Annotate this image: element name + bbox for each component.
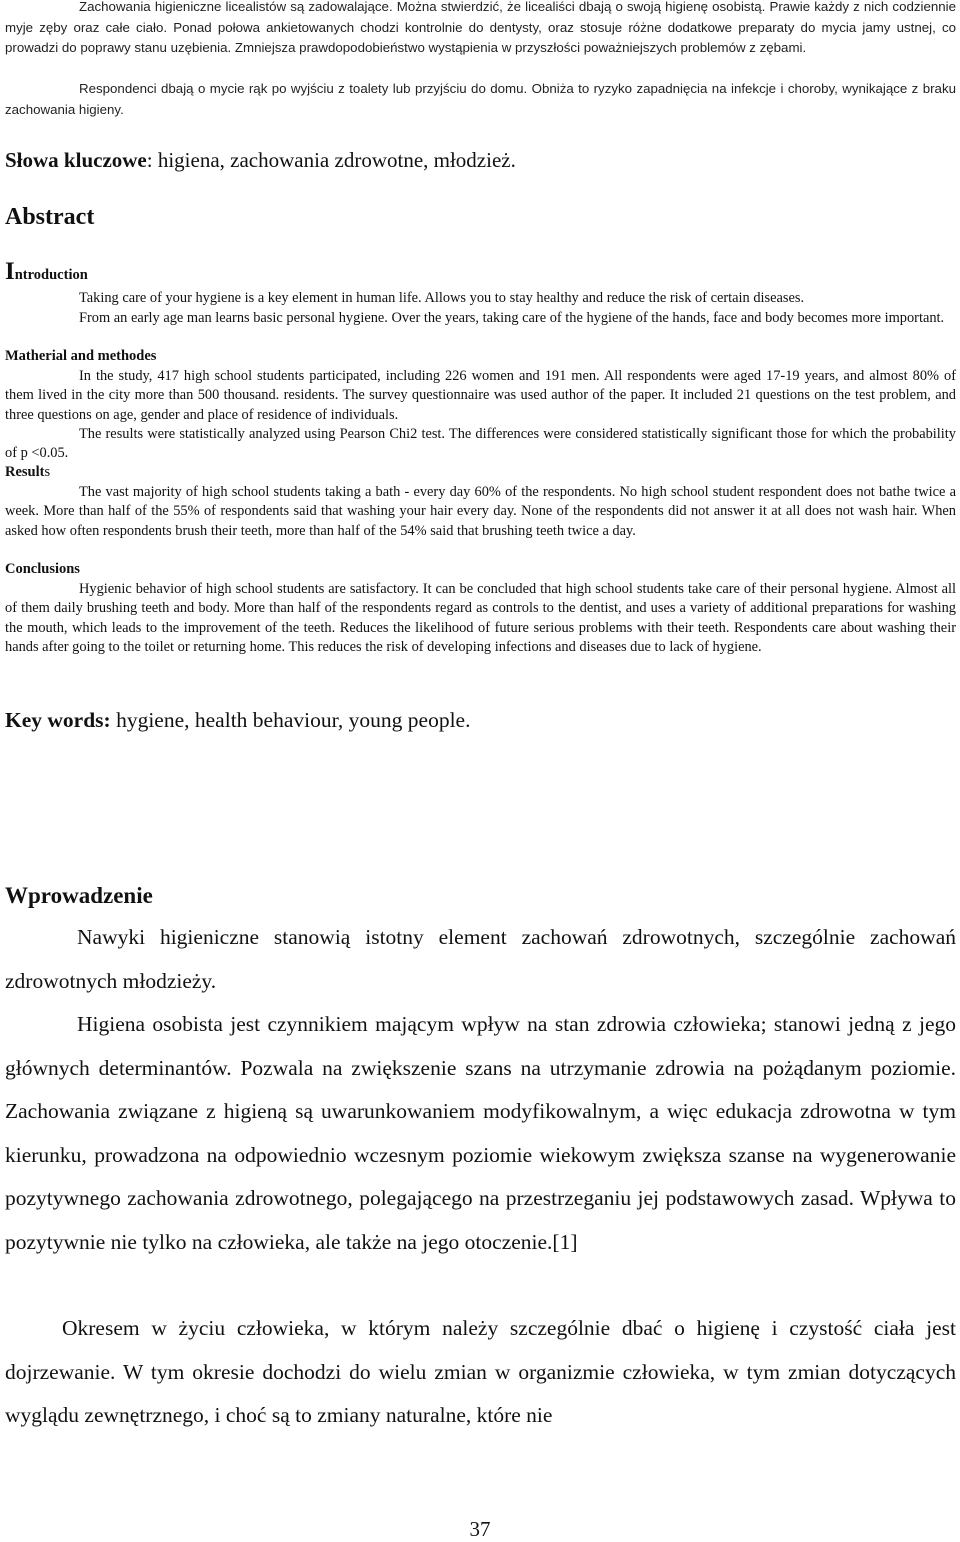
abstract-heading: Abstract	[5, 204, 95, 230]
results-heading	[5, 463, 956, 483]
wprowadzenie-paragraph: Higiena osobista jest czynnikiem mającym wpływ na stan zdrowia człowieka; stanowi jedną z jego głównych determinantów. Pozwala na zwiększenie szans na utrzymanie zdrowia na pożądanym poziomie. Zachowania związane z higieną są uwarunkowaniem modyfikowalnym, a więc edukacja zdrowotna w tym kierunku, prowadzona na odpowiednio wczesnym poziomie wiekowym zwiększa szanse na wygenerowanie pozytywnego zachowania zdrowotnego, polegającego na przestrzeganiu jej podstawowych zasad. Wpływa to pozytywnie nie tylko na człowieka, ale także na jego otoczenie.[1]	[5, 1012, 956, 1254]
methods-paragraph: The results were statistically analyzed using Pearson Chi2 test. The differences were considered statistically significant those for which the probability of p <0.05.	[5, 426, 956, 462]
keywords-pl	[5, 147, 956, 173]
keywords-pl-text: : higiena, zachowania zdrowotne, młodzież.	[146, 148, 516, 172]
results-paragraph: The vast majority of high school students taking a bath - every day 60% of the respondents. No high school student respondent does not bathe twice a week. More than half of the 55% of respondents said that washing your hair every day. None of the respondents did not answer it at all does not wash hair. When asked how often respondents brush their teeth, more than half of the 54% said that brushing teeth twice a day.	[5, 484, 956, 539]
summary-paragraph: Zachowania higieniczne licealistów są zadowalające. Można stwierdzić, że licealiści dbają o swoją higienę osobistą. Prawie każdy z nich codziennie myje zęby oraz całe ciało. Ponad połowa ankietowanych chodzi kontrolnie do dentysty, oraz stosuje różne dodatkowe preparaty do mycia jamy ustnej, co prowadzi do poprawy stanu uzębienia. Zmniejsza prawdopodobieństwo wystąpienia w przyszłości poważniejszych problemów z zębami.	[5, 0, 956, 55]
introduction-heading	[5, 258, 956, 289]
conclusions-heading: Conclusions	[5, 561, 80, 577]
wprowadzenie-paragraph: Okresem w życiu człowieka, w którym należy szczególnie dbać o higienę i czystość ciała jest dojrzewanie. W tym okresie dochodzi do wielu zmian w organizmie człowieka, w tym zmian dotyczących wyglądu zewnętrznego, i choć są to zmiany naturalne, które nie	[5, 1316, 956, 1427]
keywords-en-text: hygiene, health behaviour, young people.	[110, 708, 471, 732]
keywords-en	[5, 707, 956, 733]
methods-heading: Matherial and methodes	[5, 348, 157, 364]
conclusions-paragraph: Hygienic behavior of high school students are satisfactory. It can be concluded that high school students take care of their personal hygiene. Almost all of them daily brushing teeth and body. More than half of the respondents regard as controls to the dentist, and uses a variety of additional preparations for washing the mouth, which leads to the improvement of the teeth. Reduces the likelihood of future serious problems with their teeth. Respondents care about washing their hands after going to the toilet or returning home. This reduces the risk of developing infections and diseases due to lack of hygiene.	[5, 581, 956, 655]
introduction-paragraph: Taking care of your hygiene is a key element in human life. Allows you to stay healthy and reduce the risk of certain diseases.	[79, 290, 805, 306]
results-heading-rest: s	[44, 464, 51, 480]
methods-paragraph: In the study, 417 high school students participated, including 226 women and 191 men. All respondents were aged 17-19 years, and almost 80% of them lived in the city more than 500 thousand. residents. The survey questionnaire was used author of the paper. It included 21 questions on the test problem, and three questions on age, gender and place of residence of individuals.	[5, 368, 956, 423]
page-number: 37	[469, 1517, 491, 1541]
introduction-paragraph: From an early age man learns basic personal hygiene. Over the years, taking care of the hygiene of the hands, face and body becomes more important.	[79, 310, 945, 326]
wprowadzenie-heading: Wprowadzenie	[5, 883, 153, 908]
introduction-heading-initial: I	[5, 258, 15, 285]
results-heading-bold: Result	[5, 464, 45, 480]
keywords-pl-label: Słowa kluczowe	[5, 148, 147, 172]
introduction-heading-rest: ntroduction	[14, 267, 88, 283]
wprowadzenie-paragraph: Nawyki higieniczne stanowią istotny element zachowań zdrowotnych, szczególnie zachowań zdrowotnych młodzieży.	[5, 925, 956, 993]
keywords-en-label: Key words:	[5, 708, 111, 732]
summary-paragraph: Respondenci dbają o mycie rąk po wyjściu z toalety lub przyjściu do domu. Obniża to ryzyko zapadnięcia na infekcje i choroby, wynikające z braku zachowania higieny.	[5, 81, 956, 117]
